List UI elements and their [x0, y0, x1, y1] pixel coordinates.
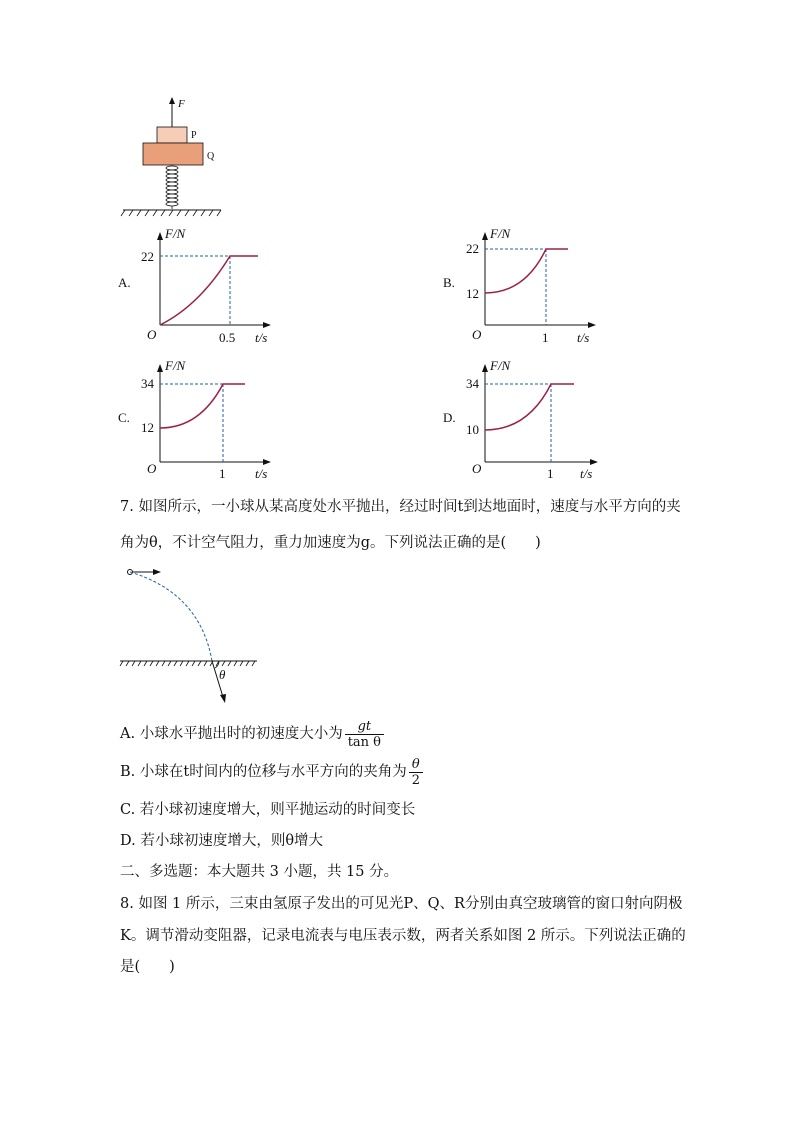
- y-axis-label: F/N: [165, 226, 186, 241]
- fraction-gt-over-tan-theta: [345, 719, 384, 750]
- origin-label: O: [147, 327, 157, 342]
- graph-option-a: [115, 220, 280, 350]
- option-b-letter: B.: [443, 275, 455, 290]
- block-p-label: P: [191, 130, 197, 141]
- option-a-letter: A.: [118, 275, 131, 290]
- block-q-label: Q: [207, 151, 215, 162]
- fraction-theta-over-2: [409, 757, 423, 788]
- x-axis-label: t/s: [580, 466, 593, 481]
- q7-option-a-text: A. 小球水平抛出时的初速度大小为: [120, 726, 343, 742]
- origin-label: O: [147, 461, 157, 476]
- force-arrow-head: [169, 97, 175, 104]
- y-start-tick: 12: [466, 286, 479, 301]
- spring: [166, 166, 178, 209]
- x-axis-label: t/s: [577, 330, 590, 345]
- y-end-tick: 22: [466, 241, 479, 256]
- block-p: [157, 127, 187, 143]
- x-axis-label: t/s: [255, 330, 268, 345]
- section-heading-multiple-choice: 二、多选题：本大题共 3 小题，共 15 分。: [120, 864, 399, 880]
- force-label: F: [178, 98, 185, 110]
- fraction-denominator: 2: [411, 772, 420, 788]
- ground-hatching: [121, 210, 221, 216]
- force-curve: [485, 249, 568, 293]
- q8-line1: 8. 如图 1 所示，三束由氢原子发出的可见光P、Q、R分别由真空玻璃管的窗口射向阴极: [120, 896, 683, 912]
- y-end-tick: 22: [141, 249, 154, 264]
- theta-label: θ: [219, 667, 226, 682]
- x-end-tick: 0.5: [219, 330, 236, 345]
- graph-option-c: [115, 352, 280, 482]
- graph-option-b: [440, 220, 605, 350]
- q7-option-a: [120, 718, 384, 750]
- y-axis-label: F/N: [165, 358, 186, 373]
- origin-label: O: [472, 327, 482, 342]
- q7-option-c: C. 若小球初速度增大，则平抛运动的时间变长: [120, 802, 416, 818]
- option-c-letter: C.: [118, 410, 130, 425]
- x-end-tick: 1: [219, 466, 226, 481]
- option-d-letter: D.: [443, 410, 456, 425]
- q7-option-b: [120, 756, 423, 788]
- y-end-tick: 34: [466, 376, 479, 391]
- trajectory: [130, 572, 212, 661]
- y-axis-label: F/N: [490, 358, 511, 373]
- ground-hatching: [120, 661, 255, 666]
- force-curve: [160, 384, 245, 428]
- force-curve: [160, 256, 258, 325]
- x-axis-label: t/s: [255, 466, 268, 481]
- q8-line2: K。调节滑动变阻器，记录电流表与电压表示数，两者关系如图 2 所示。下列说法正确的: [120, 928, 686, 944]
- q7-line1: 7. 如图所示，一小球从某高度处水平抛出，经过时间t到达地面时，速度与水平方向的夹: [120, 499, 681, 515]
- x-end-tick: 1: [542, 330, 549, 345]
- q8-line3: 是( ): [120, 959, 175, 975]
- q7-option-d: D. 若小球初速度增大，则θ增大: [120, 833, 324, 849]
- y-start-tick: 10: [466, 422, 479, 437]
- block-q: [143, 143, 203, 165]
- fraction-numerator: θ: [409, 757, 423, 773]
- y-start-tick: 12: [141, 420, 154, 435]
- origin-label: O: [472, 461, 482, 476]
- q7-line2: 角为θ，不计空气阻力，重力加速度为g。下列说法正确的是( ): [120, 535, 541, 551]
- spring-block-figure: [115, 92, 235, 220]
- y-axis-label: F/N: [490, 226, 511, 241]
- x-end-tick: 1: [547, 466, 554, 481]
- projectile-figure: [115, 563, 265, 708]
- fraction-numerator: gt: [345, 719, 384, 735]
- y-end-tick: 34: [141, 376, 154, 391]
- force-curve: [485, 384, 574, 430]
- fraction-denominator: tan θ: [347, 734, 382, 750]
- q7-option-b-text: B. 小球在t时间内的位移与水平方向的夹角为: [120, 764, 407, 780]
- graph-option-d: [440, 352, 605, 482]
